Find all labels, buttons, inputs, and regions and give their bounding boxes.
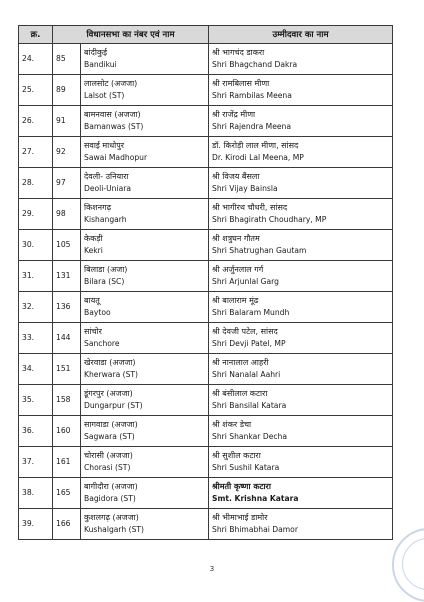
constituency-cell (81, 292, 209, 323)
header-constituency: विधानसभा का नंबर एवं नाम (53, 26, 209, 44)
candidate-cell (209, 509, 393, 540)
candidate-cell (209, 44, 393, 75)
serial-cell: 28. (19, 168, 53, 199)
table-row (19, 292, 393, 323)
candidate-english: Shri Bansilal Katara (212, 401, 287, 410)
table-row (19, 106, 393, 137)
candidate-hindi: श्री देवजी पटेल, सांसद (212, 327, 278, 336)
candidate-hindi: श्री विजय बैंसला (212, 172, 260, 181)
constituency-cell (81, 168, 209, 199)
candidate-hindi: श्री अर्जुनलाल गर्ग (212, 265, 264, 274)
candidate-cell (209, 354, 393, 385)
constituency-hindi: सवाई माधोपुर (84, 141, 125, 150)
constituency-hindi: बांदीकुई (84, 48, 108, 57)
constituency-english: Bandikui (84, 60, 117, 69)
constituency-english: Kushalgarh (ST) (84, 525, 145, 534)
candidate-hindi: श्री बालाराम मूंढ (212, 296, 259, 305)
constituency-number-cell: 85 (53, 44, 81, 75)
candidate-hindi: श्री भागीरथ चौधरी, सांसद (212, 203, 288, 212)
candidate-english: Shri Balaram Mundh (212, 308, 290, 317)
constituency-english: Kishangarh (84, 215, 127, 224)
constituency-cell (81, 199, 209, 230)
constituency-hindi: किशनगढ़ (84, 203, 112, 212)
constituency-number-cell: 158 (53, 385, 81, 416)
header-candidate: उम्मीदवार का नाम (209, 26, 393, 44)
candidate-english: Shri Vijay Bainsla (212, 184, 278, 193)
constituency-cell (81, 509, 209, 540)
constituency-hindi: चोरासी (अजजा) (84, 451, 133, 460)
constituency-number-cell: 166 (53, 509, 81, 540)
table-row (19, 44, 393, 75)
candidate-cell (209, 106, 393, 137)
candidate-english: Shri Bhimabhai Damor (212, 525, 298, 534)
constituency-english: Bagidora (ST) (84, 494, 136, 503)
constituency-number-cell: 151 (53, 354, 81, 385)
constituency-hindi: सांचोर (84, 327, 102, 336)
constituency-number-cell: 160 (53, 416, 81, 447)
constituency-english: Kherwara (ST) (84, 370, 139, 379)
candidate-english: Shri Rajendra Meena (212, 122, 292, 131)
table-row (19, 385, 393, 416)
candidate-cell (209, 261, 393, 292)
candidate-english: Shri Sushil Katara (212, 463, 280, 472)
serial-cell: 33. (19, 323, 53, 354)
constituency-hindi: सागवाडा (अजजा) (84, 420, 138, 429)
candidate-english: Dr. Kirodi Lal Meena, MP (212, 153, 304, 162)
candidate-cell (209, 75, 393, 106)
candidate-hindi: डॉ. किरोड़ी लाल मीणा, सांसद (212, 141, 299, 150)
candidate-hindi: श्री रामबिलास मीणा (212, 79, 270, 88)
candidate-english: Shri Shatrughan Gautam (212, 246, 307, 255)
candidate-hindi: श्री भीमाभाई डामोर (212, 513, 268, 522)
constituency-english: Sanchore (84, 339, 120, 348)
constituency-english: Bamanwas (ST) (84, 122, 144, 131)
candidate-hindi: श्री भागचंद डाकरा (212, 48, 265, 57)
constituency-cell (81, 137, 209, 168)
candidate-hindi: श्री शंकर डेचा (212, 420, 252, 429)
constituency-english: Deoli-Uniara (84, 184, 132, 193)
constituency-english: Chorasi (ST) (84, 463, 131, 472)
constituency-cell (81, 385, 209, 416)
serial-cell: 30. (19, 230, 53, 261)
candidate-hindi: श्री राजेंद्र मीणा (212, 110, 256, 119)
constituency-hindi: देवली- उनियारा (84, 172, 129, 181)
constituency-hindi: बागीदौरा (अजजा) (84, 482, 138, 491)
constituency-english: Dungarpur (ST) (84, 401, 143, 410)
table-row (19, 447, 393, 478)
table-row (19, 230, 393, 261)
candidate-hindi: श्रीमती कृष्णा कटारा (212, 482, 271, 491)
candidate-hindi: श्री सुशील कटारा (212, 451, 261, 460)
candidate-cell (209, 385, 393, 416)
table-row (19, 137, 393, 168)
candidate-english: Shri Nanalal Aahri (212, 370, 281, 379)
constituency-english: Sagwara (ST) (84, 432, 135, 441)
serial-cell: 26. (19, 106, 53, 137)
serial-cell: 25. (19, 75, 53, 106)
candidate-cell (209, 137, 393, 168)
constituency-hindi: बिलाडा (अजा) (84, 265, 128, 274)
candidate-table (18, 25, 393, 540)
constituency-number-cell: 105 (53, 230, 81, 261)
page-number: 3 (209, 565, 215, 573)
constituency-cell (81, 261, 209, 292)
candidate-cell (209, 447, 393, 478)
candidate-english: Shri Rambilas Meena (212, 91, 292, 100)
constituency-cell (81, 478, 209, 509)
candidate-english: Shri Devji Patel, MP (212, 339, 286, 348)
table-row (19, 509, 393, 540)
serial-cell: 36. (19, 416, 53, 447)
table-header-row (19, 26, 393, 44)
candidate-cell (209, 230, 393, 261)
constituency-number-cell: 89 (53, 75, 81, 106)
candidate-english: Smt. Krishna Katara (212, 494, 299, 503)
serial-cell: 39. (19, 509, 53, 540)
constituency-number-cell: 136 (53, 292, 81, 323)
constituency-cell (81, 323, 209, 354)
table-row (19, 75, 393, 106)
serial-cell: 31. (19, 261, 53, 292)
constituency-cell (81, 354, 209, 385)
table-row (19, 323, 393, 354)
serial-cell: 24. (19, 44, 53, 75)
serial-cell: 35. (19, 385, 53, 416)
constituency-number-cell: 97 (53, 168, 81, 199)
candidate-cell (209, 199, 393, 230)
constituency-english: Bilara (SC) (84, 277, 125, 286)
constituency-hindi: बायतू (84, 296, 100, 305)
constituency-cell (81, 416, 209, 447)
constituency-number-cell: 131 (53, 261, 81, 292)
constituency-number-cell: 91 (53, 106, 81, 137)
candidate-cell (209, 323, 393, 354)
table-row (19, 478, 393, 509)
serial-cell: 29. (19, 199, 53, 230)
constituency-cell (81, 447, 209, 478)
constituency-hindi: केकड़ी (84, 234, 103, 243)
candidate-cell (209, 478, 393, 509)
table-row (19, 261, 393, 292)
constituency-hindi: बामनवास (अजजा) (84, 110, 141, 119)
serial-cell: 37. (19, 447, 53, 478)
stamp-inner-ring (402, 538, 424, 590)
table-row (19, 354, 393, 385)
constituency-hindi: खेरवाडा (अजजा) (84, 358, 136, 367)
serial-cell: 34. (19, 354, 53, 385)
constituency-number-cell: 98 (53, 199, 81, 230)
official-stamp-icon (392, 528, 424, 602)
candidate-hindi: श्री नानालाल आहरी (212, 358, 269, 367)
constituency-number-cell: 165 (53, 478, 81, 509)
constituency-hindi: कुशलगढ़ (अजजा) (84, 513, 139, 522)
table-row (19, 168, 393, 199)
candidate-english: Shri Shankar Decha (212, 432, 288, 441)
header-serial: क्र. (19, 26, 53, 44)
candidate-cell (209, 168, 393, 199)
constituency-english: Lalsot (ST) (84, 91, 125, 100)
constituency-english: Kekri (84, 246, 103, 255)
constituency-cell (81, 75, 209, 106)
candidate-english: Shri Arjunlal Garg (212, 277, 279, 286)
constituency-english: Baytoo (84, 308, 111, 317)
candidate-cell (209, 416, 393, 447)
candidate-hindi: श्री बंसीलाल कटारा (212, 389, 268, 398)
constituency-english: Sawai Madhopur (84, 153, 148, 162)
constituency-number-cell: 144 (53, 323, 81, 354)
table-row (19, 416, 393, 447)
constituency-hindi: लालसोट (अजजा) (84, 79, 138, 88)
constituency-number-cell: 92 (53, 137, 81, 168)
table-row (19, 199, 393, 230)
candidate-hindi: श्री शत्रुघन गौतम (212, 234, 260, 243)
candidate-english: Shri Bhagchand Dakra (212, 60, 298, 69)
constituency-cell (81, 230, 209, 261)
serial-cell: 27. (19, 137, 53, 168)
serial-cell: 38. (19, 478, 53, 509)
constituency-number-cell: 161 (53, 447, 81, 478)
candidate-english: Shri Bhagirath Choudhary, MP (212, 215, 327, 224)
serial-cell: 32. (19, 292, 53, 323)
constituency-hindi: डूंगरपुर (अजजा) (84, 389, 133, 398)
constituency-cell (81, 44, 209, 75)
candidate-cell (209, 292, 393, 323)
constituency-cell (81, 106, 209, 137)
